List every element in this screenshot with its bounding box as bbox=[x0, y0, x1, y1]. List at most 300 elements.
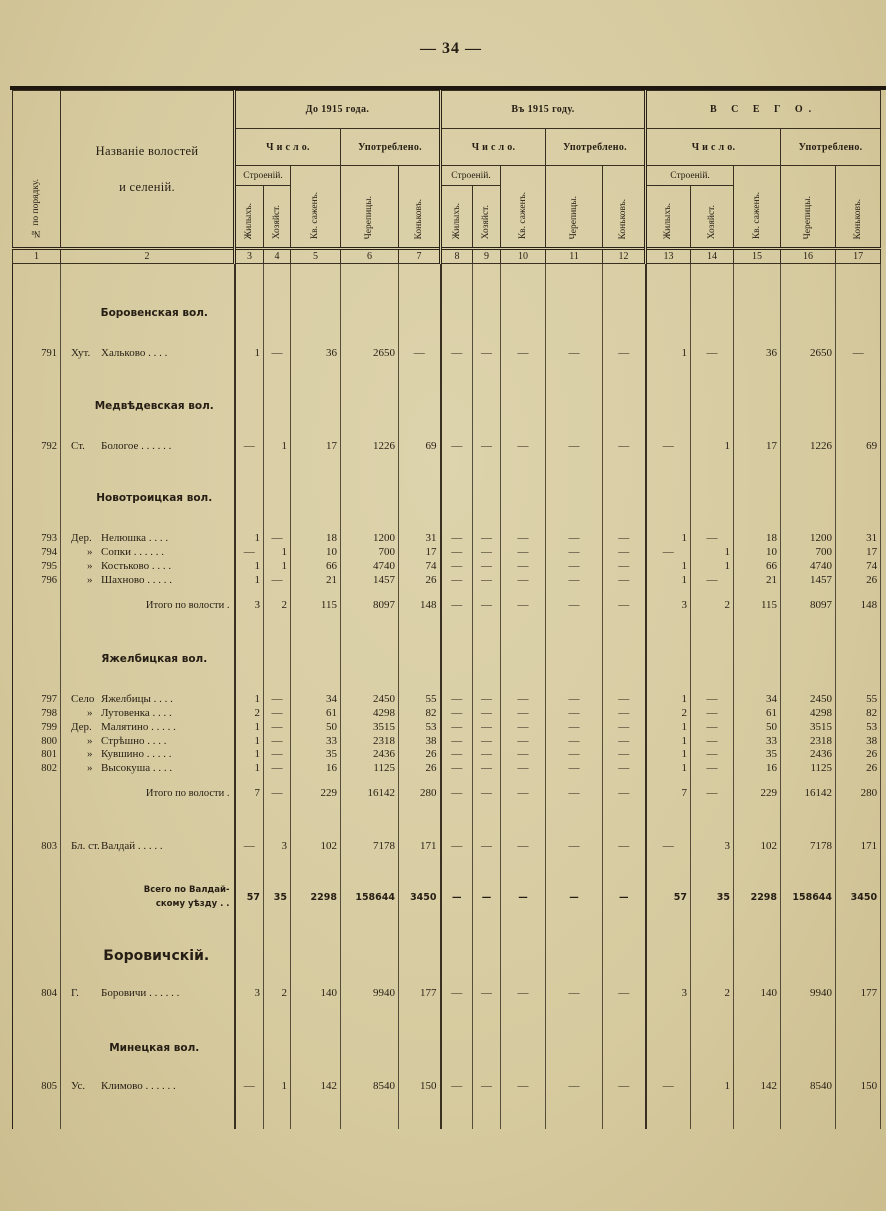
table-spacer-row bbox=[13, 1095, 881, 1129]
total-sq-sazhen-cell: 140 bbox=[734, 986, 781, 1002]
pre1915-tiles-cell: 8097 bbox=[341, 598, 399, 614]
spacer-cell bbox=[546, 919, 603, 942]
spacer-cell bbox=[734, 362, 781, 392]
in1915-sq-sazhen-cell: — bbox=[501, 1079, 546, 1095]
column-number: 17 bbox=[836, 249, 881, 264]
table-spacer-row bbox=[13, 1064, 881, 1079]
settlement-type-prefix: » bbox=[87, 546, 93, 558]
empty-cell bbox=[646, 299, 691, 329]
pre1915-tiles-cell: 4740 bbox=[341, 560, 399, 574]
empty-cell bbox=[691, 645, 734, 675]
sq-sazhen-header-1915 bbox=[501, 166, 546, 249]
table-spacer-row bbox=[13, 422, 881, 439]
in1915-tiles-cell: — bbox=[546, 748, 603, 762]
spacer-cell bbox=[13, 1002, 61, 1034]
empty-cell bbox=[781, 484, 836, 514]
pre1915-ridges-cell: 69 bbox=[399, 439, 441, 455]
settlement-type-prefix: » bbox=[87, 574, 93, 586]
spacer-cell bbox=[399, 802, 441, 839]
column-number: 14 bbox=[691, 249, 734, 264]
in1915-sq-sazhen-cell: — bbox=[501, 721, 546, 735]
settlement-name bbox=[61, 532, 235, 546]
spacer-cell bbox=[501, 455, 546, 484]
spacer-cell bbox=[603, 514, 646, 532]
settlement-type-prefix: Г. bbox=[71, 987, 79, 999]
spacer-cell bbox=[836, 329, 881, 346]
spacer-cell bbox=[441, 855, 473, 876]
column-number: 3 bbox=[235, 249, 264, 264]
in1915-tiles-cell: — bbox=[546, 762, 603, 775]
empty-cell bbox=[473, 299, 501, 329]
spacer-cell bbox=[13, 329, 61, 346]
tiles-header-pre1915 bbox=[341, 166, 399, 249]
spacer-cell bbox=[235, 588, 264, 598]
spacer-cell bbox=[546, 264, 603, 299]
spacer-cell bbox=[399, 264, 441, 299]
row-number bbox=[13, 786, 61, 802]
spacer-cell bbox=[691, 919, 734, 942]
spacer-cell bbox=[646, 675, 691, 693]
spacer-cell bbox=[61, 422, 235, 439]
spacer-cell bbox=[546, 1002, 603, 1034]
spacer-cell bbox=[441, 614, 473, 645]
spacer-cell bbox=[399, 514, 441, 532]
spacer-cell bbox=[836, 455, 881, 484]
empty-cell bbox=[781, 1034, 836, 1064]
pre1915-residential-cell: 3 bbox=[235, 986, 264, 1002]
row-number: 791 bbox=[13, 346, 61, 362]
spacer-cell bbox=[734, 264, 781, 299]
in1915-sq-sazhen-cell: — bbox=[501, 439, 546, 455]
in1915-sq-sazhen-cell: — bbox=[501, 532, 546, 546]
in1915-farm-cell: — bbox=[473, 707, 501, 721]
empty-cell bbox=[341, 645, 399, 675]
spacer-cell bbox=[341, 514, 399, 532]
settlement-row bbox=[13, 986, 881, 1002]
table-spacer-row bbox=[13, 455, 881, 484]
empty-cell bbox=[341, 1034, 399, 1064]
in1915-residential-cell: — bbox=[441, 786, 473, 802]
empty-cell bbox=[235, 1034, 264, 1064]
spacer-cell bbox=[291, 362, 341, 392]
pre1915-ridges-cell: — bbox=[399, 346, 441, 362]
spacer-cell bbox=[781, 514, 836, 532]
in1915-ridges-cell: — bbox=[603, 1079, 646, 1095]
in1915-tiles-cell: — bbox=[546, 786, 603, 802]
pre1915-residential-cell: 1 bbox=[235, 346, 264, 362]
total-residential-cell: 1 bbox=[646, 748, 691, 762]
in1915-ridges-cell: — bbox=[603, 839, 646, 855]
in1915-ridges-cell: — bbox=[603, 546, 646, 560]
settlement-name bbox=[61, 346, 235, 362]
spacer-cell bbox=[291, 775, 341, 786]
settlement-name bbox=[61, 693, 235, 707]
settlement-name-text: Климово . . . . . . bbox=[101, 1080, 176, 1092]
total-sq-sazhen-cell: 115 bbox=[734, 598, 781, 614]
in1915-residential-cell: — bbox=[441, 762, 473, 775]
in1915-ridges-cell: — bbox=[603, 986, 646, 1002]
empty-cell bbox=[836, 392, 881, 422]
spacer-cell bbox=[399, 455, 441, 484]
settlement-row bbox=[13, 532, 881, 546]
empty-cell bbox=[235, 942, 264, 972]
total-farm-cell: 2 bbox=[691, 986, 734, 1002]
total-ridges-cell: — bbox=[836, 346, 881, 362]
pre1915-tiles-cell: 2436 bbox=[341, 748, 399, 762]
table-spacer-row bbox=[13, 855, 881, 876]
total-residential-cell: 1 bbox=[646, 721, 691, 735]
pre1915-farm-cell: 35 bbox=[264, 876, 291, 919]
spacer-cell bbox=[61, 675, 235, 693]
spacer-cell bbox=[235, 802, 264, 839]
spacer-cell bbox=[646, 1064, 691, 1079]
spacer-cell bbox=[235, 1095, 264, 1129]
farm-label: Хозяйст. bbox=[481, 204, 492, 239]
row-number bbox=[13, 942, 61, 972]
pre1915-tiles-cell: 16142 bbox=[341, 786, 399, 802]
spacer-cell bbox=[691, 329, 734, 346]
spacer-cell bbox=[546, 614, 603, 645]
pre1915-tiles-cell: 4298 bbox=[341, 707, 399, 721]
column-number: 16 bbox=[781, 249, 836, 264]
in1915-tiles-cell: — bbox=[546, 574, 603, 588]
total-tiles-cell: 1200 bbox=[781, 532, 836, 546]
in1915-farm-cell: — bbox=[473, 574, 501, 588]
settlement-name bbox=[61, 748, 235, 762]
spacer-cell bbox=[546, 1064, 603, 1079]
spacer-cell bbox=[691, 1064, 734, 1079]
empty-cell bbox=[546, 299, 603, 329]
volost-section-row bbox=[13, 645, 881, 675]
spacer-cell bbox=[691, 588, 734, 598]
in1915-residential-cell: — bbox=[441, 439, 473, 455]
settlement-type-prefix: Бл. ст. bbox=[71, 840, 100, 852]
total-tiles-cell: 4740 bbox=[781, 560, 836, 574]
pre1915-residential-cell: — bbox=[235, 546, 264, 560]
spacer-cell bbox=[399, 614, 441, 645]
row-number bbox=[13, 598, 61, 614]
spacer-cell bbox=[473, 1002, 501, 1034]
settlement-name-text: Стрѣшно . . . . bbox=[101, 734, 167, 747]
total-ridges-cell: 74 bbox=[836, 560, 881, 574]
in1915-residential-cell: — bbox=[441, 546, 473, 560]
spacer-cell bbox=[235, 455, 264, 484]
settlement-name-text: Сопки . . . . . . bbox=[101, 546, 164, 558]
spacer-cell bbox=[441, 362, 473, 392]
spacer-cell bbox=[836, 422, 881, 439]
spacer-cell bbox=[61, 455, 235, 484]
settlement-type-prefix: Село bbox=[71, 693, 95, 705]
total-tiles-cell: 2450 bbox=[781, 693, 836, 707]
pre1915-ridges-cell: 280 bbox=[399, 786, 441, 802]
empty-cell bbox=[264, 1034, 291, 1064]
spacer-cell bbox=[781, 455, 836, 484]
in1915-farm-cell: — bbox=[473, 560, 501, 574]
total-ridges-cell: 3450 bbox=[836, 876, 881, 919]
spacer-cell bbox=[341, 422, 399, 439]
spacer-cell bbox=[61, 588, 235, 598]
spacer-cell bbox=[399, 855, 441, 876]
in1915-farm-cell: — bbox=[473, 762, 501, 775]
group-title-1915: Въ 1915 году. bbox=[441, 91, 646, 129]
spacer-cell bbox=[441, 972, 473, 986]
empty-cell bbox=[235, 645, 264, 675]
spacer-cell bbox=[734, 455, 781, 484]
pre1915-farm-cell: — bbox=[264, 707, 291, 721]
pre1915-residential-cell: 3 bbox=[235, 598, 264, 614]
in1915-sq-sazhen-cell: — bbox=[501, 707, 546, 721]
spacer-cell bbox=[13, 588, 61, 598]
spacer-cell bbox=[341, 1064, 399, 1079]
total-sq-sazhen-cell: 35 bbox=[734, 748, 781, 762]
spacer-cell bbox=[646, 855, 691, 876]
settlement-row bbox=[13, 546, 881, 560]
total-tiles-cell: 1457 bbox=[781, 574, 836, 588]
pre1915-residential-cell: 1 bbox=[235, 574, 264, 588]
spacer-cell bbox=[341, 775, 399, 786]
spacer-cell bbox=[341, 972, 399, 986]
volost-total-row bbox=[13, 786, 881, 802]
settlement-row bbox=[13, 707, 881, 721]
in1915-residential-cell: — bbox=[441, 876, 473, 919]
spacer-cell bbox=[646, 1002, 691, 1034]
empty-cell bbox=[441, 942, 473, 972]
spacer-cell bbox=[341, 1002, 399, 1034]
in1915-sq-sazhen-cell: — bbox=[501, 598, 546, 614]
settlement-type-prefix: » bbox=[87, 560, 93, 572]
settlement-name-text: Валдай . . . . . bbox=[101, 840, 163, 852]
spacer-cell bbox=[399, 675, 441, 693]
spacer-cell bbox=[399, 775, 441, 786]
empty-cell bbox=[603, 645, 646, 675]
spacer-cell bbox=[291, 1064, 341, 1079]
spacer-cell bbox=[264, 802, 291, 839]
spacer-cell bbox=[691, 614, 734, 645]
empty-cell bbox=[399, 392, 441, 422]
in1915-tiles-cell: — bbox=[546, 693, 603, 707]
row-number: 793 bbox=[13, 532, 61, 546]
spacer-cell bbox=[441, 514, 473, 532]
spacer-cell bbox=[836, 1095, 881, 1129]
total-ridges-cell: 38 bbox=[836, 735, 881, 748]
empty-cell bbox=[546, 645, 603, 675]
spacer-cell bbox=[603, 329, 646, 346]
empty-cell bbox=[734, 484, 781, 514]
spacer-cell bbox=[501, 775, 546, 786]
tiles-header-1915 bbox=[546, 166, 603, 249]
in1915-farm-cell: — bbox=[473, 735, 501, 748]
spacer-cell bbox=[61, 329, 235, 346]
in1915-residential-cell: — bbox=[441, 693, 473, 707]
spacer-cell bbox=[441, 329, 473, 346]
empty-cell bbox=[441, 1034, 473, 1064]
in1915-tiles-cell: — bbox=[546, 560, 603, 574]
in1915-farm-cell: — bbox=[473, 786, 501, 802]
spacer-cell bbox=[235, 775, 264, 786]
spacer-cell bbox=[264, 455, 291, 484]
spacer-cell bbox=[836, 972, 881, 986]
spacer-cell bbox=[646, 972, 691, 986]
column-number-row bbox=[13, 249, 881, 264]
in1915-residential-cell: — bbox=[441, 721, 473, 735]
in1915-residential-cell: — bbox=[441, 735, 473, 748]
spacer-cell bbox=[13, 972, 61, 986]
page-number: — 34 — bbox=[420, 40, 482, 57]
empty-cell bbox=[691, 299, 734, 329]
pre1915-ridges-cell: 177 bbox=[399, 986, 441, 1002]
spacer-cell bbox=[61, 362, 235, 392]
spacer-cell bbox=[441, 455, 473, 484]
empty-cell bbox=[501, 484, 546, 514]
spacer-cell bbox=[61, 1064, 235, 1079]
total-farm-cell: — bbox=[691, 574, 734, 588]
pre1915-ridges-cell: 55 bbox=[399, 693, 441, 707]
spacer-cell bbox=[399, 1064, 441, 1079]
empty-cell bbox=[235, 299, 264, 329]
total-tiles-cell: 2436 bbox=[781, 748, 836, 762]
count-header-1915: Ч и с л о. bbox=[441, 129, 546, 166]
header-row-groups bbox=[13, 91, 881, 129]
spacer-cell bbox=[61, 1002, 235, 1034]
spacer-cell bbox=[603, 802, 646, 839]
in1915-ridges-cell: — bbox=[603, 532, 646, 546]
spacer-cell bbox=[399, 919, 441, 942]
spacer-cell bbox=[441, 422, 473, 439]
spacer-cell bbox=[691, 1002, 734, 1034]
total-tiles-cell: 2318 bbox=[781, 735, 836, 748]
pre1915-residential-cell: 57 bbox=[235, 876, 264, 919]
total-ridges-cell: 31 bbox=[836, 532, 881, 546]
settlement-row bbox=[13, 839, 881, 855]
table-spacer-row bbox=[13, 588, 881, 598]
row-number: 796 bbox=[13, 574, 61, 588]
spacer-cell bbox=[473, 972, 501, 986]
column-number: 10 bbox=[501, 249, 546, 264]
spacer-cell bbox=[13, 855, 61, 876]
total-residential-cell: 1 bbox=[646, 560, 691, 574]
total-residential-cell: — bbox=[646, 839, 691, 855]
ridges-label: Коньковъ. bbox=[413, 198, 424, 239]
empty-cell bbox=[399, 484, 441, 514]
spacer-cell bbox=[781, 588, 836, 598]
spacer-cell bbox=[13, 919, 61, 942]
spacer-cell bbox=[691, 775, 734, 786]
empty-cell bbox=[264, 645, 291, 675]
spacer-cell bbox=[473, 362, 501, 392]
table-spacer-row bbox=[13, 329, 881, 346]
spacer-cell bbox=[546, 588, 603, 598]
settlement-type-prefix: » bbox=[87, 734, 93, 747]
total-farm-cell: 3 bbox=[691, 839, 734, 855]
pre1915-sq-sazhen-cell: 33 bbox=[291, 735, 341, 748]
empty-cell bbox=[473, 392, 501, 422]
pre1915-ridges-cell: 74 bbox=[399, 560, 441, 574]
empty-cell bbox=[781, 645, 836, 675]
in1915-tiles-cell: — bbox=[546, 439, 603, 455]
spacer-cell bbox=[473, 264, 501, 299]
spacer-cell bbox=[603, 1064, 646, 1079]
buildings-header-pre1915: Строеній. bbox=[235, 166, 291, 186]
in1915-tiles-cell: — bbox=[546, 707, 603, 721]
table-spacer-row bbox=[13, 802, 881, 839]
empty-cell bbox=[501, 299, 546, 329]
empty-cell bbox=[734, 392, 781, 422]
total-farm-cell: — bbox=[691, 346, 734, 362]
pre1915-residential-cell: — bbox=[235, 439, 264, 455]
total-ridges-cell: 148 bbox=[836, 598, 881, 614]
pre1915-farm-cell: — bbox=[264, 786, 291, 802]
in1915-farm-cell: — bbox=[473, 693, 501, 707]
row-number: 800 bbox=[13, 735, 61, 748]
spacer-cell bbox=[291, 675, 341, 693]
table-spacer-row bbox=[13, 1002, 881, 1034]
volost-total-row bbox=[13, 598, 881, 614]
spacer-cell bbox=[291, 972, 341, 986]
total-tiles-cell: 3515 bbox=[781, 721, 836, 735]
in1915-ridges-cell: — bbox=[603, 598, 646, 614]
settlement-row bbox=[13, 721, 881, 735]
residential-label: Жилыхъ. bbox=[663, 202, 674, 239]
total-residential-cell: — bbox=[646, 546, 691, 560]
pre1915-residential-cell: 2 bbox=[235, 707, 264, 721]
column-number: 5 bbox=[291, 249, 341, 264]
spacer-cell bbox=[291, 514, 341, 532]
empty-cell bbox=[473, 1034, 501, 1064]
row-number: 798 bbox=[13, 707, 61, 721]
total-ridges-cell: 53 bbox=[836, 721, 881, 735]
row-number: 805 bbox=[13, 1079, 61, 1095]
table-spacer-row bbox=[13, 972, 881, 986]
in1915-tiles-cell: — bbox=[546, 839, 603, 855]
spacer-cell bbox=[441, 588, 473, 598]
pre1915-tiles-cell: 1125 bbox=[341, 762, 399, 775]
spacer-cell bbox=[341, 855, 399, 876]
settlement-name bbox=[61, 839, 235, 855]
spacer-cell bbox=[781, 675, 836, 693]
volost-heading: Минецкая вол. bbox=[61, 1034, 235, 1064]
empty-cell bbox=[264, 942, 291, 972]
spacer-cell bbox=[836, 675, 881, 693]
residential-label: Жилыхъ. bbox=[244, 202, 254, 239]
spacer-cell bbox=[13, 362, 61, 392]
empty-cell bbox=[646, 645, 691, 675]
spacer-cell bbox=[501, 675, 546, 693]
settlement-row bbox=[13, 560, 881, 574]
pre1915-sq-sazhen-cell: 50 bbox=[291, 721, 341, 735]
row-number: 794 bbox=[13, 546, 61, 560]
residential-header-1915 bbox=[441, 186, 473, 249]
pre1915-sq-sazhen-cell: 21 bbox=[291, 574, 341, 588]
spacer-cell bbox=[291, 329, 341, 346]
spacer-cell bbox=[61, 919, 235, 942]
name-header bbox=[61, 91, 235, 249]
in1915-ridges-cell: — bbox=[603, 721, 646, 735]
spacer-cell bbox=[291, 588, 341, 598]
pre1915-farm-cell: — bbox=[264, 762, 291, 775]
empty-cell bbox=[734, 645, 781, 675]
empty-cell bbox=[734, 1034, 781, 1064]
pre1915-tiles-cell: 158644 bbox=[341, 876, 399, 919]
row-number: 799 bbox=[13, 721, 61, 735]
settlement-name bbox=[61, 560, 235, 574]
pre1915-sq-sazhen-cell: 16 bbox=[291, 762, 341, 775]
column-number: 15 bbox=[734, 249, 781, 264]
spacer-cell bbox=[836, 264, 881, 299]
spacer-cell bbox=[691, 1095, 734, 1129]
spacer-cell bbox=[603, 1002, 646, 1034]
settlement-name-text: Боровичи . . . . . . bbox=[101, 987, 180, 999]
spacer-cell bbox=[61, 1095, 235, 1129]
